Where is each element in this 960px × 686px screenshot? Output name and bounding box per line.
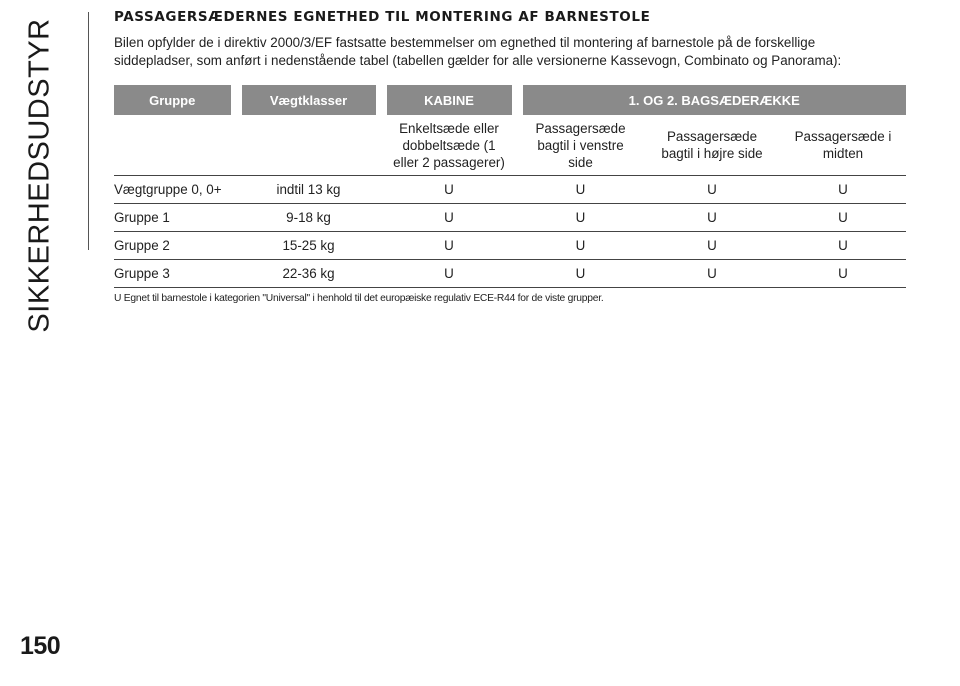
cell-rear-left: U (517, 260, 644, 288)
cell-rear-middle: U (780, 232, 906, 260)
section-side-title (10, 10, 70, 340)
table-row (114, 176, 906, 204)
cell-group: Gruppe 3 (114, 260, 236, 288)
subheader-rear-left (517, 115, 644, 176)
cell-rear-right: U (644, 232, 780, 260)
subheader-empty (236, 115, 381, 176)
side-divider (88, 12, 89, 250)
subheader-rear-middle (780, 115, 906, 176)
cell-rear-left: U (517, 176, 644, 204)
cell-weight: 9-18 kg (236, 204, 381, 232)
subheader-text: bagtil i venstre (537, 137, 624, 153)
intro-paragraph (114, 34, 906, 70)
cell-rear-right: U (644, 260, 780, 288)
page-heading: PASSAGERSÆDERNES EGNETHED TIL MONTERING AF BARNESTOLE (114, 9, 651, 25)
cell-weight: 22-36 kg (236, 260, 381, 288)
cell-rear-middle: U (780, 204, 906, 232)
cell-group: Vægtgruppe 0, 0+ (114, 176, 236, 204)
subheader-text: Enkeltsæde eller (399, 120, 499, 136)
table-footnote: U Egnet til barnestole i kategorien "Universal" i henhold til det europæiske regulativ ECE-R44 for de viste grupper. (114, 293, 604, 304)
child-seat-suitability-table (114, 85, 906, 288)
header-cabin: KABINE (381, 85, 517, 115)
table-subheader-row (114, 115, 906, 176)
subheader-rear-right (644, 115, 780, 176)
cell-weight: indtil 13 kg (236, 176, 381, 204)
cell-cabin: U (381, 232, 517, 260)
subheader-text: Passagersæde i (794, 129, 892, 144)
cell-cabin: U (381, 204, 517, 232)
cell-group: Gruppe 1 (114, 204, 236, 232)
table-header-row (114, 85, 906, 115)
subheader-text: bagtil i højre side (661, 146, 763, 161)
subheader-text: Passagersæde (535, 120, 626, 136)
subheader-text: dobbeltsæde (1 (402, 137, 496, 153)
table-row (114, 232, 906, 260)
header-weight-class: Vægtklasser (236, 85, 381, 115)
section-side-title-text: SIKKERHEDSUDSTYR (23, 17, 56, 333)
header-rear-rows: 1. OG 2. BAGSÆDERÆKKE (517, 85, 906, 115)
subheader-cabin (381, 115, 517, 176)
header-group: Gruppe (114, 85, 236, 115)
cell-rear-right: U (644, 204, 780, 232)
subheader-text: Passagersæde (666, 129, 758, 144)
intro-line-2: siddepladser, som anført i nedenstående tabel (tabellen gælder for alle versionerne Kassevogn, Combinato og Panorama): (114, 53, 842, 68)
intro-line-1: Bilen opfylder de i direktiv 2000/3/EF fastsatte bestemmelser om egnethed til montering af barnestole på de forskellige (114, 35, 816, 50)
subheader-text: midten (822, 146, 864, 161)
page-content (114, 8, 906, 304)
subheader-text: side (568, 154, 593, 170)
table-row (114, 260, 906, 288)
page-number: 150 (20, 632, 61, 660)
subheader-empty (114, 115, 236, 176)
cell-rear-middle: U (780, 260, 906, 288)
cell-weight: 15-25 kg (236, 232, 381, 260)
cell-group: Gruppe 2 (114, 232, 236, 260)
cell-rear-middle: U (780, 176, 906, 204)
cell-cabin: U (381, 260, 517, 288)
table-row (114, 204, 906, 232)
cell-rear-right: U (644, 176, 780, 204)
cell-cabin: U (381, 176, 517, 204)
cell-rear-left: U (517, 232, 644, 260)
subheader-text: eller 2 passagerer) (393, 154, 505, 170)
cell-rear-left: U (517, 204, 644, 232)
